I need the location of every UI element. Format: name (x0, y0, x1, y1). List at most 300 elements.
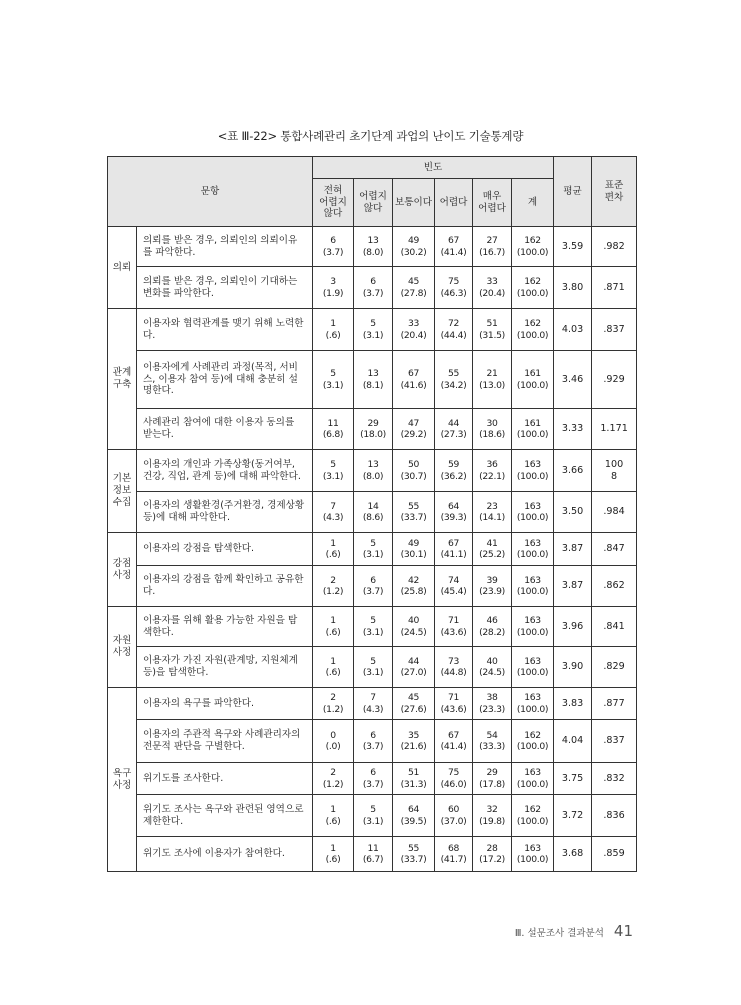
frequency-cell (354, 795, 393, 837)
percent-value: (100.0) (516, 549, 549, 560)
frequency-cell (473, 409, 512, 450)
table-row (108, 267, 637, 309)
frequency-cell (435, 492, 473, 533)
item-cell: 위기도 조사는 욕구와 관련된 영역으로 제한한다. (137, 795, 313, 837)
percent-value: (100.0) (516, 586, 549, 597)
percent-value: (46.3) (440, 287, 467, 299)
count-value: 49 (407, 537, 420, 549)
category-cell: 기본 정보 수집 (108, 450, 137, 533)
frequency-cell (473, 837, 512, 872)
percent-value: (8.0) (362, 470, 384, 482)
percent-value: (31.5) (479, 329, 505, 341)
percent-value: (100.0) (516, 379, 549, 391)
frequency-cell (354, 688, 393, 720)
count-value: 75 (447, 276, 460, 287)
count-value: 29 (367, 417, 379, 429)
header-col: 어렵지 않다 (354, 179, 393, 227)
mean-cell: 3.50 (554, 492, 592, 533)
frequency-cell (393, 409, 435, 450)
table-row (108, 351, 637, 409)
mean-cell: 3.75 (554, 763, 592, 795)
count-value: 39 (486, 574, 498, 586)
percent-value: (27.3) (440, 429, 467, 440)
table-row (108, 492, 637, 533)
table-row (108, 227, 637, 267)
frequency-cell (313, 309, 354, 351)
count-value: 46 (486, 615, 498, 626)
header-item: 문항 (108, 157, 313, 227)
frequency-cell (313, 647, 354, 688)
footer-section: Ⅲ. 설문조사 결과분석 (514, 928, 604, 939)
percent-value: (1.2) (322, 778, 344, 790)
frequency-cell (313, 227, 354, 267)
frequency-cell (473, 720, 512, 763)
mean-cell: 3.33 (554, 409, 592, 450)
percent-value: (3.1) (322, 379, 344, 391)
frequency-cell (512, 720, 554, 763)
count-value: 163 (524, 655, 541, 667)
percent-value: (6.7) (362, 854, 384, 865)
header-frequency: 빈도 (313, 157, 554, 179)
sd-cell: 1.171 (592, 409, 637, 450)
sd-cell: .837 (592, 309, 637, 351)
percent-value: (1.9) (322, 287, 344, 299)
frequency-cell (512, 351, 554, 409)
mean-cell: 3.87 (554, 533, 592, 566)
percent-value: (8.6) (362, 512, 384, 523)
count-value: 21 (486, 368, 498, 379)
table-caption: <표 Ⅲ-22> 통합사례관리 초기단계 과업의 난이도 기술통계량 (217, 129, 524, 143)
percent-value: (6.8) (322, 429, 344, 440)
category-cell: 의뢰 (108, 227, 137, 309)
percent-value: (100.0) (516, 429, 549, 440)
frequency-cell (473, 492, 512, 533)
percent-value: (46.0) (440, 778, 467, 790)
percent-value: (24.5) (479, 667, 505, 678)
sd-cell: .871 (592, 267, 637, 309)
frequency-cell (435, 720, 473, 763)
percent-value: (3.7) (322, 246, 344, 258)
frequency-cell (435, 450, 473, 492)
count-value: 1 (330, 615, 336, 626)
item-cell: 이용자의 강점을 함께 확인하고 공유한다. (137, 566, 313, 607)
percent-value: (100.0) (516, 512, 549, 523)
count-value: 27 (486, 235, 498, 246)
count-value: 1 (330, 318, 336, 329)
count-value: 11 (327, 417, 339, 429)
frequency-cell (354, 409, 393, 450)
frequency-cell (393, 309, 435, 351)
item-cell: 이용자와 협력관계를 맺기 위해 노력한다. (137, 309, 313, 351)
frequency-cell (313, 566, 354, 607)
frequency-cell (473, 309, 512, 351)
frequency-cell (354, 647, 393, 688)
percent-value: (100.0) (516, 854, 549, 865)
frequency-cell (512, 309, 554, 351)
frequency-cell (354, 450, 393, 492)
frequency-cell (473, 795, 512, 837)
count-value: 161 (524, 368, 541, 379)
header-col: 계 (512, 179, 554, 227)
count-value: 67 (407, 368, 420, 379)
header-col: 매우 어렵다 (473, 179, 512, 227)
frequency-cell (512, 763, 554, 795)
frequency-cell (435, 409, 473, 450)
frequency-cell (512, 795, 554, 837)
frequency-cell (435, 647, 473, 688)
count-value: 73 (447, 655, 460, 667)
category-cell: 강점 사정 (108, 533, 137, 607)
category-cell: 욕구 사정 (108, 688, 137, 872)
count-value: 1 (330, 537, 336, 549)
percent-value: (100.0) (516, 626, 549, 638)
frequency-cell (313, 351, 354, 409)
mean-cell: 3.72 (554, 795, 592, 837)
percent-value: (19.8) (479, 815, 505, 827)
percent-value: (41.4) (440, 246, 467, 258)
percent-value: (22.1) (479, 470, 505, 482)
table-row (108, 309, 637, 351)
frequency-cell (313, 837, 354, 872)
frequency-cell (512, 837, 554, 872)
header-sd: 표준 편차 (592, 157, 637, 227)
frequency-cell (435, 795, 473, 837)
count-value: 5 (370, 655, 376, 667)
sd-cell: .984 (592, 492, 637, 533)
percent-value: (31.3) (400, 778, 427, 790)
percent-value: (4.3) (322, 512, 344, 523)
frequency-cell (473, 688, 512, 720)
item-cell: 이용자의 욕구를 파악한다. (137, 688, 313, 720)
frequency-cell (435, 267, 473, 309)
count-value: 3 (330, 276, 336, 287)
frequency-cell (435, 837, 473, 872)
frequency-cell (473, 450, 512, 492)
mean-cell: 4.03 (554, 309, 592, 351)
percent-value: (.6) (325, 815, 341, 827)
percent-value: (33.7) (400, 854, 427, 865)
frequency-cell (393, 720, 435, 763)
count-value: 7 (370, 692, 376, 703)
frequency-cell (393, 647, 435, 688)
frequency-cell (313, 763, 354, 795)
frequency-cell (435, 351, 473, 409)
count-value: 6 (370, 767, 376, 778)
percent-value: (41.6) (400, 379, 427, 391)
count-value: 0 (330, 729, 336, 741)
count-value: 162 (524, 276, 541, 287)
count-value: 162 (524, 235, 541, 246)
count-value: 1 (330, 655, 336, 667)
header-mean: 평균 (554, 157, 592, 227)
percent-value: (18.6) (479, 429, 505, 440)
count-value: 163 (524, 537, 541, 549)
count-value: 23 (486, 500, 498, 512)
count-value: 71 (447, 692, 460, 703)
frequency-cell (313, 607, 354, 647)
count-value: 5 (330, 459, 336, 470)
frequency-cell (473, 607, 512, 647)
frequency-cell (393, 837, 435, 872)
count-value: 32 (486, 804, 498, 815)
table-row (108, 533, 637, 566)
percent-value: (3.7) (362, 778, 384, 790)
table-row (108, 837, 637, 872)
item-cell: 의뢰를 받은 경우, 의뢰인이 기대하는 변화를 파악한다. (137, 267, 313, 309)
count-value: 2 (330, 692, 336, 703)
percent-value: (100.0) (516, 287, 549, 299)
frequency-cell (354, 492, 393, 533)
percent-value: (8.1) (362, 379, 384, 391)
frequency-cell (313, 450, 354, 492)
item-cell: 위기도를 조사한다. (137, 763, 313, 795)
percent-value: (28.2) (479, 626, 505, 638)
frequency-cell (435, 533, 473, 566)
sd-cell: .982 (592, 227, 637, 267)
percent-value: (8.0) (362, 246, 384, 258)
item-cell: 사례관리 참여에 대한 이용자 동의를 받는다. (137, 409, 313, 450)
count-value: 13 (367, 459, 379, 470)
sd-cell: .832 (592, 763, 637, 795)
frequency-cell (354, 607, 393, 647)
table-row (108, 795, 637, 837)
table-row (108, 720, 637, 763)
count-value: 14 (367, 500, 379, 512)
count-value: 6 (370, 574, 376, 586)
frequency-cell (473, 763, 512, 795)
frequency-cell (393, 351, 435, 409)
table-header (108, 157, 637, 227)
count-value: 5 (370, 318, 376, 329)
percent-value: (.6) (325, 854, 341, 865)
count-value: 162 (524, 729, 541, 741)
sd-cell: .847 (592, 533, 637, 566)
percent-value: (3.7) (362, 586, 384, 597)
mean-cell: 3.96 (554, 607, 592, 647)
count-value: 163 (524, 615, 541, 626)
percent-value: (.6) (325, 667, 341, 678)
count-value: 36 (486, 459, 498, 470)
count-value: 163 (524, 842, 541, 854)
percent-value: (41.1) (440, 549, 467, 560)
page-footer (515, 922, 633, 940)
count-value: 162 (524, 318, 541, 329)
count-value: 64 (407, 804, 420, 815)
count-value: 40 (407, 615, 420, 626)
item-cell: 이용자의 생활환경(주거환경, 경제상황 등)에 대해 파악한다. (137, 492, 313, 533)
frequency-cell (512, 533, 554, 566)
count-value: 44 (407, 655, 420, 667)
percent-value: (41.4) (440, 741, 467, 752)
frequency-cell (354, 763, 393, 795)
count-value: 49 (407, 235, 420, 246)
count-value: 68 (447, 842, 460, 854)
percent-value: (3.1) (362, 549, 384, 560)
percent-value: (3.1) (362, 667, 384, 678)
percent-value: (13.0) (479, 379, 505, 391)
percent-value: (1.2) (322, 703, 344, 715)
sd-cell: .877 (592, 688, 637, 720)
percent-value: (16.7) (479, 246, 505, 258)
frequency-cell (435, 688, 473, 720)
item-cell: 이용자의 주관적 욕구와 사례관리자의 전문적 판단을 구별한다. (137, 720, 313, 763)
count-value: 6 (330, 235, 336, 246)
stats-table (107, 156, 637, 872)
header-col: 어렵다 (435, 179, 473, 227)
count-value: 1 (330, 804, 336, 815)
mean-cell: 3.90 (554, 647, 592, 688)
count-value: 13 (367, 235, 379, 246)
percent-value: (100.0) (516, 470, 549, 482)
percent-value: (14.1) (479, 512, 505, 523)
percent-value: (33.3) (479, 741, 505, 752)
frequency-cell (512, 227, 554, 267)
count-value: 55 (447, 368, 460, 379)
count-value: 29 (486, 767, 498, 778)
count-value: 28 (486, 842, 498, 854)
frequency-cell (313, 688, 354, 720)
count-value: 51 (486, 318, 498, 329)
percent-value: (27.8) (400, 287, 427, 299)
count-value: 163 (524, 692, 541, 703)
percent-value: (33.7) (400, 512, 427, 523)
percent-value: (44.8) (440, 667, 467, 678)
percent-value: (45.4) (440, 586, 467, 597)
frequency-cell (354, 720, 393, 763)
percent-value: (100.0) (516, 778, 549, 790)
frequency-cell (473, 647, 512, 688)
count-value: 13 (367, 368, 379, 379)
mean-cell: 3.66 (554, 450, 592, 492)
frequency-cell (393, 267, 435, 309)
count-value: 72 (447, 318, 460, 329)
count-value: 47 (407, 417, 420, 429)
percent-value: (25.2) (479, 549, 505, 560)
percent-value: (30.2) (400, 246, 427, 258)
sd-cell: .837 (592, 720, 637, 763)
frequency-cell (435, 309, 473, 351)
percent-value: (100.0) (516, 703, 549, 715)
frequency-cell (435, 227, 473, 267)
frequency-cell (313, 720, 354, 763)
percent-value: (17.8) (479, 778, 505, 790)
count-value: 42 (407, 574, 420, 586)
count-value: 1 (330, 842, 336, 854)
item-cell: 이용자의 개인과 가족상황(동거여부, 건강, 직업, 관계 등)에 대해 파악한다. (137, 450, 313, 492)
frequency-cell (313, 795, 354, 837)
frequency-cell (354, 566, 393, 607)
percent-value: (24.5) (400, 626, 427, 638)
frequency-cell (393, 763, 435, 795)
percent-value: (3.7) (362, 287, 384, 299)
count-value: 38 (486, 692, 498, 703)
frequency-cell (354, 533, 393, 566)
mean-cell: 3.59 (554, 227, 592, 267)
count-value: 33 (407, 318, 420, 329)
frequency-cell (313, 267, 354, 309)
table-row (108, 647, 637, 688)
count-value: 6 (370, 276, 376, 287)
count-value: 5 (370, 537, 376, 549)
count-value: 55 (407, 500, 420, 512)
count-value: 11 (367, 842, 379, 854)
percent-value: (20.4) (400, 329, 427, 341)
percent-value: (23.3) (479, 703, 505, 715)
table-row (108, 566, 637, 607)
frequency-cell (473, 533, 512, 566)
frequency-cell (313, 409, 354, 450)
frequency-cell (512, 409, 554, 450)
frequency-cell (393, 450, 435, 492)
percent-value: (3.7) (362, 741, 384, 752)
frequency-cell (473, 227, 512, 267)
mean-cell: 3.83 (554, 688, 592, 720)
count-value: 163 (524, 574, 541, 586)
percent-value: (37.0) (440, 815, 467, 827)
table-row (108, 763, 637, 795)
frequency-cell (354, 267, 393, 309)
percent-value: (100.0) (516, 741, 549, 752)
percent-value: (3.1) (362, 626, 384, 638)
page-number: 41 (613, 922, 633, 940)
sd-cell: .836 (592, 795, 637, 837)
count-value: 67 (447, 537, 460, 549)
count-value: 5 (370, 615, 376, 626)
percent-value: (.6) (325, 329, 341, 341)
count-value: 2 (330, 574, 336, 586)
percent-value: (25.8) (400, 586, 427, 597)
percent-value: (30.7) (400, 470, 427, 482)
frequency-cell (354, 351, 393, 409)
mean-cell: 3.80 (554, 267, 592, 309)
mean-cell: 3.68 (554, 837, 592, 872)
sd-cell: 100 8 (592, 450, 637, 492)
count-value: 5 (370, 804, 376, 815)
table-row (108, 409, 637, 450)
count-value: 55 (407, 842, 420, 854)
percent-value: (43.6) (440, 703, 467, 715)
count-value: 44 (447, 417, 460, 429)
count-value: 54 (486, 729, 498, 741)
count-value: 40 (486, 655, 498, 667)
category-cell: 관계 구축 (108, 309, 137, 450)
frequency-cell (473, 351, 512, 409)
sd-cell: .929 (592, 351, 637, 409)
percent-value: (.0) (325, 741, 341, 752)
sd-cell: .829 (592, 647, 637, 688)
count-value: 161 (524, 417, 541, 429)
percent-value: (4.3) (362, 703, 384, 715)
count-value: 59 (447, 459, 460, 470)
frequency-cell (393, 533, 435, 566)
item-cell: 이용자에게 사례관리 과정(목적, 서비스, 이용자 참여 등)에 대해 충분히 설명한다. (137, 351, 313, 409)
percent-value: (100.0) (516, 815, 549, 827)
percent-value: (17.2) (479, 854, 505, 865)
mean-cell: 3.87 (554, 566, 592, 607)
frequency-cell (512, 492, 554, 533)
percent-value: (20.4) (479, 287, 505, 299)
count-value: 50 (407, 459, 420, 470)
item-cell: 이용자를 위해 활용 가능한 자원을 탐색한다. (137, 607, 313, 647)
percent-value: (34.2) (440, 379, 467, 391)
frequency-cell (354, 309, 393, 351)
percent-value: (27.0) (400, 667, 427, 678)
sd-cell: .859 (592, 837, 637, 872)
percent-value: (27.6) (400, 703, 427, 715)
frequency-cell (512, 688, 554, 720)
count-value: 67 (447, 235, 460, 246)
table-row (108, 450, 637, 492)
